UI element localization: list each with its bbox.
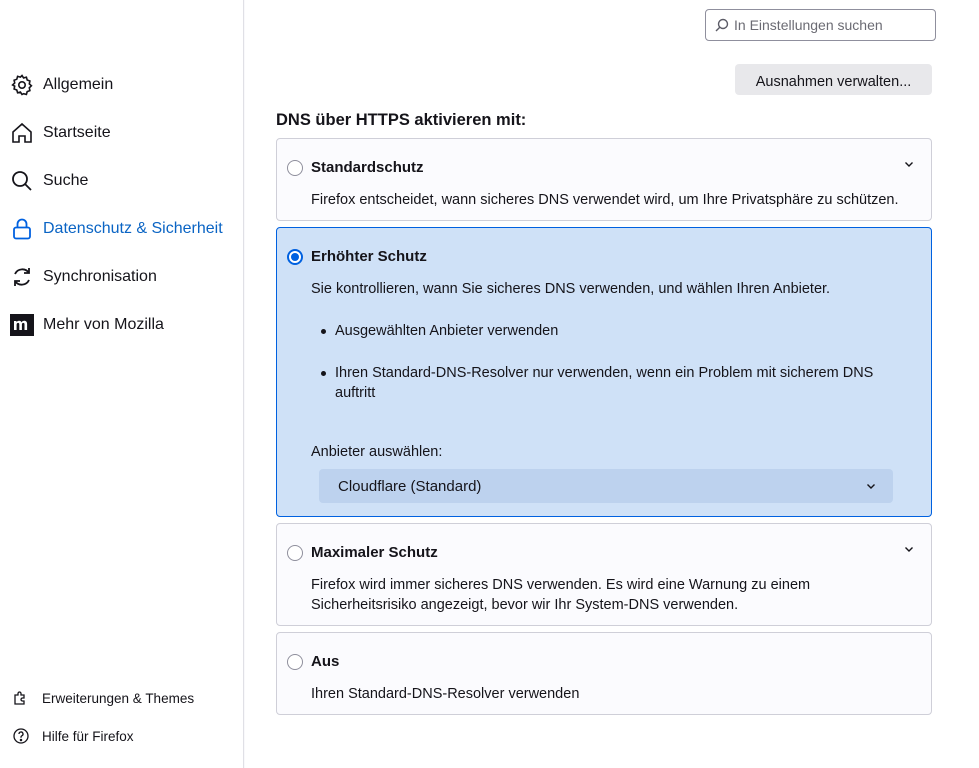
option-description: Firefox wird immer sicheres DNS verwenden. Es wird eine Warnung zu einem Sicherheitsrisiko angezeigt, bevor wir Ihr System-DNS verwenden.	[311, 577, 811, 613]
sidebar-item-label: Suche	[43, 172, 89, 189]
sidebar-item-suche[interactable]	[10, 165, 240, 197]
option-aus[interactable]	[276, 632, 932, 715]
sidebar	[0, 0, 244, 768]
gear-icon	[10, 73, 34, 97]
help-icon	[12, 727, 30, 745]
radio-aus[interactable]	[287, 654, 303, 670]
search-box[interactable]	[705, 9, 936, 41]
option-title: Maximaler Schutz	[311, 544, 438, 561]
option-maximaler-schutz[interactable]	[276, 523, 932, 626]
option-description: Sie kontrollieren, wann Sie sicheres DNS verwenden, und wählen Ihren Anbieter.	[311, 281, 831, 297]
section-title: DNS über HTTPS aktivieren mit:	[276, 111, 527, 129]
sidebar-item-startseite[interactable]	[10, 117, 240, 149]
mozilla-icon	[10, 313, 34, 337]
option-title: Aus	[311, 653, 340, 670]
bullet-text: Ausgewählten Anbieter verwenden	[335, 323, 559, 339]
sidebar-item-label: Allgemein	[43, 76, 114, 93]
provider-value: Cloudflare (Standard)	[338, 477, 482, 495]
option-title: Erhöhter Schutz	[311, 248, 427, 265]
bullet-dot	[321, 371, 326, 376]
extensions-label: Erweiterungen & Themes	[42, 690, 195, 706]
provider-label: Anbieter auswählen:	[311, 444, 443, 460]
search-input[interactable]	[734, 17, 924, 33]
chevron-down-icon[interactable]	[903, 543, 915, 555]
option-standardschutz[interactable]	[276, 138, 932, 221]
sidebar-item-allgemein[interactable]	[10, 69, 240, 101]
sidebar-item-label: Startseite	[43, 124, 111, 141]
sidebar-footer-help[interactable]	[12, 724, 232, 748]
chevron-down-icon	[865, 480, 877, 492]
sidebar-item-label: Synchronisation	[43, 268, 157, 285]
sidebar-item-label: Datenschutz & Sicherheit	[43, 220, 223, 237]
bullet-dot	[321, 329, 326, 334]
option-erhoehter-schutz[interactable]	[276, 227, 932, 517]
home-icon	[10, 121, 34, 145]
main-content	[245, 0, 979, 768]
option-title: Standardschutz	[311, 159, 424, 176]
sidebar-item-label: Mehr von Mozilla	[43, 316, 164, 333]
option-description: Firefox entscheidet, wann sicheres DNS verwendet wird, um Ihre Privatsphäre zu schützen.	[311, 192, 899, 208]
chevron-down-icon[interactable]	[903, 158, 915, 170]
help-label: Hilfe für Firefox	[42, 728, 134, 744]
puzzle-icon	[12, 689, 30, 707]
manage-exceptions-button[interactable]: Ausnahmen verwalten...	[735, 64, 932, 95]
bullet-item	[321, 363, 881, 403]
lock-icon	[10, 217, 34, 241]
sidebar-item-mehr-von-mozilla[interactable]	[10, 309, 240, 341]
provider-select[interactable]	[319, 469, 893, 503]
sidebar-item-synchronisation[interactable]	[10, 261, 240, 293]
sidebar-item-datenschutz[interactable]	[10, 213, 240, 245]
option-description: Ihren Standard-DNS-Resolver verwenden	[311, 686, 580, 702]
radio-erhoehter-schutz[interactable]	[287, 249, 303, 265]
bullet-item	[321, 321, 901, 341]
radio-standardschutz[interactable]	[287, 160, 303, 176]
sidebar-footer-extensions[interactable]	[12, 686, 232, 710]
search-icon	[10, 169, 34, 193]
search-icon	[715, 18, 729, 32]
bullet-text: Ihren Standard-DNS-Resolver nur verwenden, wenn ein Problem mit sicherem DNS auftritt	[335, 365, 874, 401]
radio-maximaler-schutz[interactable]	[287, 545, 303, 561]
sync-icon	[10, 265, 34, 289]
